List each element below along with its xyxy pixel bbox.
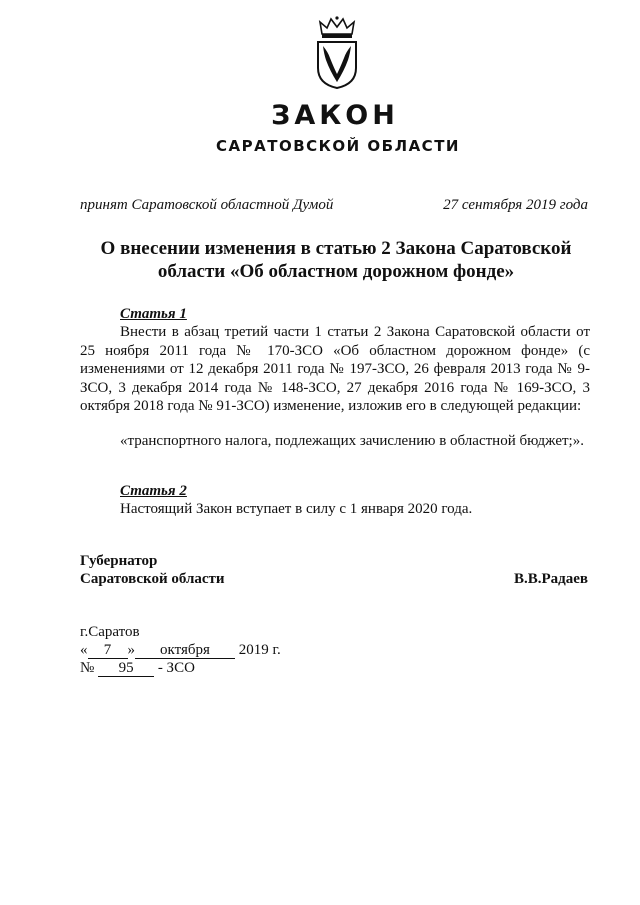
article-1-heading: Статья 1 — [120, 306, 187, 322]
adoption-date: 27 сентября 2019 года — [443, 197, 588, 213]
article-2-text: Настоящий Закон вступает в силу с 1 января 2020 года. — [120, 501, 473, 517]
signatory-position-line1: Губернатор — [80, 553, 158, 569]
signing-month: октября — [135, 643, 235, 659]
coat-of-arms-icon — [314, 16, 360, 90]
article-2-heading: Статья 2 — [120, 483, 187, 499]
law-title: О внесении изменения в статью 2 Закона Саратовской области «Об областном дорожном фонде» — [100, 238, 572, 282]
document-title: ЗАКОН — [271, 100, 399, 131]
signatory-position-line2: Саратовской области — [80, 571, 225, 587]
law-number-suffix: - ЗСО — [157, 660, 195, 676]
article-1-quote: «транспортного налога, подлежащих зачислению в областной бюджет;». — [120, 433, 584, 449]
signing-city: г.Саратов — [80, 624, 140, 640]
document-subtitle: САРАТОВСКОЙ ОБЛАСТИ — [216, 137, 460, 155]
article-1-text: Внести в абзац третий части 1 статьи 2 Закона Саратовской области от 25 ноября 2011 года № 170-ЗСО «Об областном дорожном фонде» (с изменениями от 12 декабря 2011 года № 197-ЗСО, 26 февраля 2013 года № 9-ЗСО, 3 декабря 2014 года № 148-ЗСО, 27 декабря 2016 года № 169-ЗСО, 3 октября 2018 года № 91-ЗСО) изменение, изложив его в следующей редакции: — [80, 324, 590, 414]
law-number — [80, 660, 195, 677]
law-number-prefix: № — [80, 660, 95, 676]
law-number-value: 95 — [98, 661, 154, 677]
signing-year: 2019 г. — [238, 642, 281, 658]
signing-date: « 7 » октября 2019 г. — [80, 642, 281, 658]
signatory-name: В.В.Радаев — [513, 571, 588, 587]
signing-day: 7 — [88, 643, 128, 659]
adopted-by: принят Саратовской областной Думой — [80, 197, 334, 213]
